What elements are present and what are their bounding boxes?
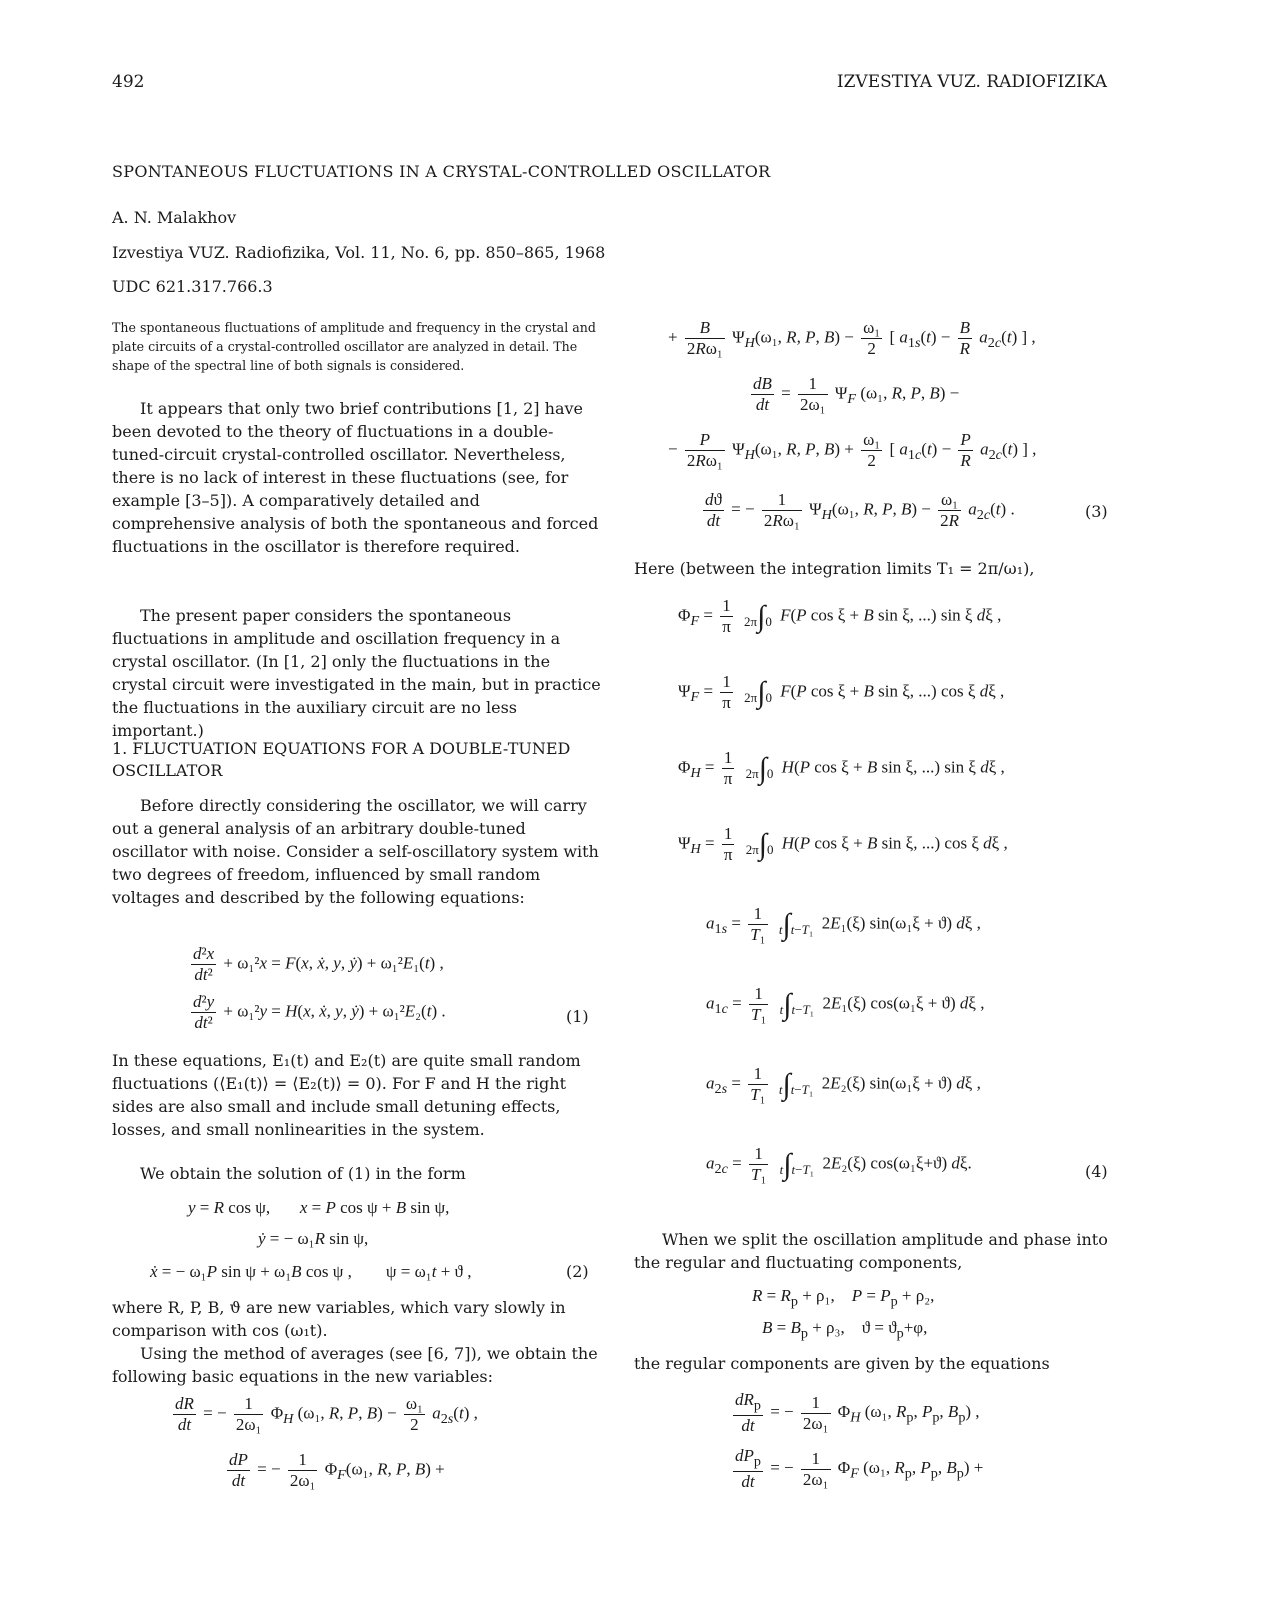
equation-dB-continued: − $\frac{P}{\text{2Rω₁}}$ $\Psi_H(\omega_1$, R, P, B) + $\frac{\text{ω₁}}{2}$ [ $a_{1c}(t)$ − $\frac{P}{R}$ $a_{2c}(t)$ ] , — [668, 430, 1037, 470]
page-number: 492 — [112, 72, 145, 92]
equation-number-4: (4) — [1085, 1162, 1108, 1181]
equation-2a: y = R cos ψ, x = P cos ψ + B sin ψ, — [188, 1198, 450, 1217]
equation-split-1: $R = R_p + \rho_1$, $P = P_p + \rho_2$, — [752, 1286, 935, 1310]
equation-a2c: $a_{2c}$ = $\frac{1}{\text{T₁}}$ t∫t−T₁ 2E₂(ξ) cos(ω₁ξ+ϑ) dξ. — [706, 1144, 972, 1184]
equation-dPp: $\frac{dP_p}{dt}$ = − $\frac{1}{\text{2ω₁}}$ $\Phi_F$ (ω₁, $R_p$, $P_p$, $B_p$) + — [735, 1446, 984, 1492]
paragraph-general-analysis: Before directly considering the oscillator, we will carry out a general analysis of an arbitrary double-tuned oscillator with noise. Consider a self-oscillatory system with two degrees of freedom, influenced by small random voltages and described by the following equations: — [112, 796, 599, 907]
paragraph-split-components: When we split the oscillation amplitude and phase into the regular and fluctuating components, — [634, 1230, 1108, 1272]
paragraph-regular-components: the regular components are given by the equations — [634, 1354, 1050, 1373]
journal-header: IZVESTIYA VUZ. RADIOFIZIKA — [836, 72, 1107, 92]
equation-1b: $\frac{\text{d²y}}{\text{dt²}}$ + ω₁²y = H(x, ẋ, y, ẏ) + ω₁²E₂(t) . — [193, 992, 446, 1032]
abstract: The spontaneous fluctuations of amplitude and frequency in the crystal and plate circuits of a crystal-controlled oscillator are analyzed in detail. The shape of the spectral line of both signals is considered. — [112, 320, 596, 373]
paragraph-solution-form: We obtain the solution of (1) in the form — [140, 1164, 466, 1183]
equation-dtheta: $\frac{dϑ}{dt}$ = − $\frac{1}{\text{2Rω₁}}$ $\Psi_H(\omega_1$, R, P, B) − $\frac{\text{ω₁}}{2R}$ $a_{2c}(t)$ . — [705, 490, 1015, 530]
equation-number-3: (3) — [1085, 502, 1108, 521]
equation-number-2: (2) — [566, 1262, 589, 1281]
equation-a2s: $a_{2s}$ = $\frac{1}{\text{T₁}}$ t∫t−T₁ 2E₂(ξ) sin(ω₁ξ + ϑ) dξ , — [706, 1064, 981, 1104]
equation-phi-F: $\Phi_F$ = $\frac{1}{\pi}$ 2π∫0 F(P cos ξ + B sin ξ, ...) sin ξ dξ , — [678, 596, 1002, 636]
equation-1a: $\frac{\text{d²x}}{\text{dt²}}$ + ω₁²x = F(x, ẋ, y, ẏ) + ω₁²E₁(t) , — [193, 944, 444, 984]
equation-phi-H: $\Phi_H$ = $\frac{1}{\pi}$ 2π∫0 H(P cos ξ + B sin ξ, ...) sin ξ dξ , — [678, 748, 1005, 788]
article-title: SPONTANEOUS FLUCTUATIONS IN A CRYSTAL-CONTROLLED OSCILLATOR — [112, 162, 771, 181]
equation-psi-F: $\Psi_F$ = $\frac{1}{\pi}$ 2π∫0 F(P cos ξ + B sin ξ, ...) cos ξ dξ , — [678, 672, 1005, 712]
paragraph-new-variables: where R, P, B, ϑ are new variables, which vary slowly in comparison with cos (ω₁t). — [112, 1298, 566, 1340]
paragraph-method-averages: Using the method of averages (see [6, 7]), we obtain the following basic equations in the new variables: — [112, 1344, 598, 1386]
udc-code: UDC 621.317.766.3 — [112, 277, 273, 296]
equation-dP-continued: + $\frac{B}{\text{2Rω₁}}$ $\Psi_H(\omega_1$, R, P, B) − $\frac{\text{ω₁}}{2}$ [ $a_{1s}(t)$ − $\frac{B}{R}$ $a_{2c}(t)$ ] , — [668, 318, 1036, 358]
equation-2c: ẋ = − ω₁P sin ψ + ω₁B cos ψ , ψ = ω₁t + ϑ , — [150, 1262, 472, 1281]
equation-number-1: (1) — [566, 1007, 589, 1026]
paragraph-integration-limits: Here (between the integration limits T₁ = 2π/ω₁), — [634, 559, 1035, 578]
citation: Izvestiya VUZ. Radiofizika, Vol. 11, No. 6, pp. 850–865, 1968 — [112, 243, 606, 262]
section-heading: 1. FLUCTUATION EQUATIONS FOR A DOUBLE-TUNED OSCILLATOR — [112, 739, 571, 780]
paragraph-present-paper: The present paper considers the spontaneous fluctuations in amplitude and oscillation frequency in a crystal oscillator. (In [1, 2] only the fluctuations in the crystal circuit were investigated in the main, but in practice the fluctuations in the auxiliary circuit are no less important.) — [112, 606, 601, 740]
equation-psi-H: $\Psi_H$ = $\frac{1}{\pi}$ 2π∫0 H(P cos ξ + B sin ξ, ...) cos ξ dξ , — [678, 824, 1008, 864]
paragraph-equations-note: In these equations, E₁(t) and E₂(t) are quite small random fluctuations (⟨E₁(t)⟩ = ⟨E₂(t)⟩ = 0). For F and H the right sides are also small and include small detuning effects, losses, and small nonlinearities in the system. — [112, 1051, 581, 1139]
equation-dB: $\frac{dB}{dt}$ = $\frac{1}{\text{2ω₁}}$ $\Psi_F$ (ω₁, R, P, B) − — [753, 374, 960, 414]
equation-a1s: $a_{1s}$ = $\frac{1}{\text{T₁}}$ t∫t−T₁ 2E₁(ξ) sin(ω₁ξ + ϑ) dξ , — [706, 904, 981, 944]
author: A. N. Malakhov — [112, 208, 237, 227]
equation-2b: ẏ = − ω₁R sin ψ, — [258, 1229, 369, 1248]
paragraph-intro: It appears that only two brief contributions [1, 2] have been devoted to the theory of fluctuations in a double-tuned-circuit crystal-controlled oscillator. Nevertheless, there is no lack of interest in these fluctuations (see, for example [3–5]). A comparatively detailed and comprehensive analysis of both the spontaneous and forced fluctuations in the oscillator is therefore required. — [112, 399, 599, 556]
equation-a1c: $a_{1c}$ = $\frac{1}{\text{T₁}}$ t∫t−T₁ 2E₁(ξ) cos(ω₁ξ + ϑ) dξ , — [706, 984, 985, 1024]
equation-dR: $\frac{dR}{dt}$ = − $\frac{1}{\text{2ω₁}}$ $\Phi_H$ (ω₁, R, P, B) − $\frac{\text{ω₁}}{2}$ $a_{2s}(t)$ , — [175, 1394, 478, 1434]
equation-split-2: $B = B_p + \rho_3$, $ϑ = ϑ_p+\varphi$, — [762, 1318, 928, 1342]
equation-dRp: $\frac{dR_p}{dt}$ = − $\frac{1}{\text{2ω₁}}$ $\Phi_H$ (ω₁, $R_p$, $P_p$, $B_p$) , — [735, 1390, 980, 1436]
equation-dP: $\frac{dP}{dt}$ = − $\frac{1}{\text{2ω₁}}$ $\Phi_F(\omega_1$, R, P, B) + — [229, 1450, 445, 1490]
